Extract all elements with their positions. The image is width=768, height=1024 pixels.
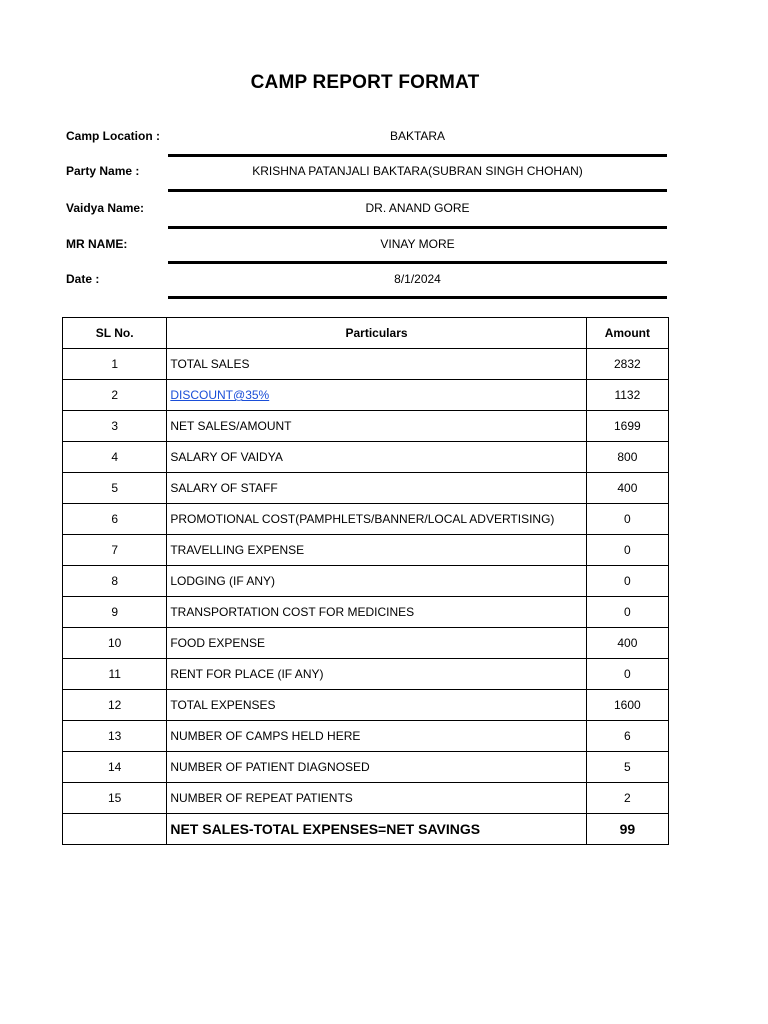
date-label: Date :	[66, 272, 100, 286]
row-sl: 6	[63, 504, 167, 535]
table-row	[63, 535, 669, 566]
row-sl-empty	[63, 814, 167, 845]
row-amount: 1699	[586, 411, 668, 442]
row-amount: 0	[586, 597, 668, 628]
mr-name-value: VINAY MORE	[380, 237, 455, 251]
row-particulars: NUMBER OF PATIENT DIAGNOSED	[167, 752, 586, 783]
row-sl: 4	[63, 442, 167, 473]
row-particulars: PROMOTIONAL COST(PAMPHLETS/BANNER/LOCAL ADVERTISING)	[167, 504, 586, 535]
row-amount: 2832	[586, 349, 668, 380]
row-particulars: NUMBER OF REPEAT PATIENTS	[167, 783, 586, 814]
table-row	[63, 349, 669, 380]
header-sl-no: SL No.	[63, 318, 167, 349]
table-row	[63, 597, 669, 628]
row-amount: 2	[586, 783, 668, 814]
net-savings-amount: 99	[586, 814, 668, 845]
net-savings-row	[63, 814, 669, 845]
row-particulars: SALARY OF VAIDYA	[167, 442, 586, 473]
table-row	[63, 659, 669, 690]
row-particulars: TOTAL SALES	[167, 349, 586, 380]
row-amount: 1600	[586, 690, 668, 721]
row-sl: 2	[63, 380, 167, 411]
camp-location-label: Camp Location :	[66, 129, 161, 143]
row-amount: 1132	[586, 380, 668, 411]
row-sl: 9	[63, 597, 167, 628]
divider-line	[168, 154, 667, 157]
row-amount: 6	[586, 721, 668, 752]
row-amount: 0	[586, 535, 668, 566]
divider-line	[168, 296, 667, 299]
header-particulars: Particulars	[167, 318, 586, 349]
row-amount: 0	[586, 659, 668, 690]
table-row	[63, 628, 669, 659]
row-sl: 1	[63, 349, 167, 380]
row-particulars	[167, 380, 586, 411]
table-row	[63, 721, 669, 752]
header-amount: Amount	[586, 318, 668, 349]
row-sl: 8	[63, 566, 167, 597]
table-row	[63, 380, 669, 411]
divider-line	[168, 189, 667, 192]
row-particulars: RENT FOR PLACE (IF ANY)	[167, 659, 586, 690]
row-sl: 13	[63, 721, 167, 752]
divider-line	[168, 226, 667, 229]
row-amount: 800	[586, 442, 668, 473]
mr-name-label: MR NAME:	[66, 237, 128, 251]
row-particulars: SALARY OF STAFF	[167, 473, 586, 504]
row-particulars: FOOD EXPENSE	[167, 628, 586, 659]
table-row	[63, 566, 669, 597]
row-particulars: LODGING (IF ANY)	[167, 566, 586, 597]
row-sl: 3	[63, 411, 167, 442]
table-row	[63, 690, 669, 721]
party-name-label: Party Name :	[66, 164, 140, 178]
table-row	[63, 504, 669, 535]
row-sl: 10	[63, 628, 167, 659]
table-row	[63, 442, 669, 473]
party-name-value: KRISHNA PATANJALI BAKTARA(SUBRAN SINGH CHOHAN)	[252, 164, 583, 178]
row-particulars: TOTAL EXPENSES	[167, 690, 586, 721]
row-sl: 14	[63, 752, 167, 783]
row-sl: 7	[63, 535, 167, 566]
table-row	[63, 411, 669, 442]
table-row	[63, 752, 669, 783]
row-particulars: NET SALES/AMOUNT	[167, 411, 586, 442]
camp-location-value: BAKTARA	[389, 129, 446, 143]
row-amount: 400	[586, 628, 668, 659]
vaidya-name-label: Vaidya Name:	[66, 201, 145, 215]
row-amount: 0	[586, 504, 668, 535]
row-sl: 5	[63, 473, 167, 504]
report-table	[62, 317, 669, 845]
row-amount: 5	[586, 752, 668, 783]
vaidya-name-value: DR. ANAND GORE	[365, 201, 470, 215]
row-sl: 15	[63, 783, 167, 814]
table-header-row	[63, 318, 669, 349]
table-row	[63, 783, 669, 814]
table-row	[63, 473, 669, 504]
row-particulars: TRANSPORTATION COST FOR MEDICINES	[167, 597, 586, 628]
row-particulars: TRAVELLING EXPENSE	[167, 535, 586, 566]
row-amount: 400	[586, 473, 668, 504]
row-sl: 11	[63, 659, 167, 690]
discount-link[interactable]: DISCOUNT@35%	[170, 388, 270, 402]
row-sl: 12	[63, 690, 167, 721]
page-title: CAMP REPORT FORMAT	[250, 72, 480, 93]
row-particulars: NUMBER OF CAMPS HELD HERE	[167, 721, 586, 752]
row-amount: 0	[586, 566, 668, 597]
divider-line	[168, 261, 667, 264]
date-value: 8/1/2024	[394, 272, 441, 286]
net-savings-label: NET SALES-TOTAL EXPENSES=NET SAVINGS	[167, 814, 586, 845]
